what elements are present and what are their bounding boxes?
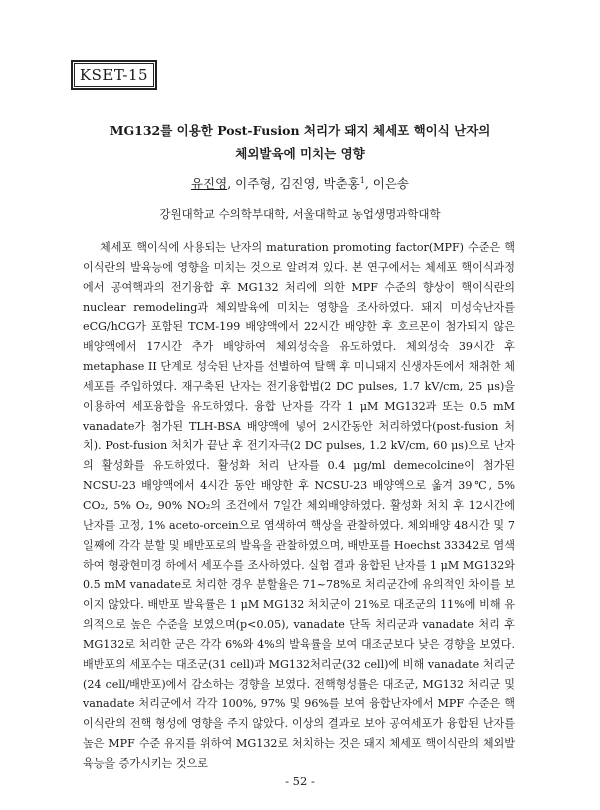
co-authors: , 이주형, 김진영, 박춘홍 bbox=[227, 176, 360, 191]
author-list bbox=[60, 174, 540, 192]
presenting-author: 유진영 bbox=[190, 176, 228, 191]
affiliation-mark: 1 bbox=[359, 175, 365, 185]
affiliation: 강원대학교 수의학부대학, 서울대학교 농업생명과학대학 bbox=[159, 207, 441, 221]
paper-title-line-1: MG132를 이용한 Post-Fusion 처리가 돼지 체세포 핵이식 난자의 bbox=[109, 123, 491, 138]
paper-title-line-2: 체외발육에 미치는 영향 bbox=[235, 146, 365, 161]
session-badge-label: KSET-15 bbox=[74, 63, 154, 87]
session-badge bbox=[71, 60, 157, 90]
paper-title bbox=[60, 119, 540, 165]
page-number: - 52 - bbox=[285, 774, 315, 788]
abstract-body: 체세포 핵이식에 사용되는 난자의 maturation promoting factor(MPF) 수준은 핵이식란의 발육능에 영향을 미치는 것으로 알려져 있다. 본 연구에서는 체세포 핵이식과정에서 공여핵과의 전기융합 후 MG132 처리에 의한 MPF 수준의 향상이 핵이식란의 nuclear remodeling과 체외발육에 미치는 영향을 조사하였다. 돼지 미성숙난자를 eCG/hCG가 포함된 TCM-199 배양액에서 22시간 배양한 후 호르몬이 첨가되지 않은 배양액에서 17시간 추가 배양하여 체외성숙을 유도하였다. 체외성숙 39시간 후 metaphase II 단계로 성숙된 난자를 선별하여 탈핵 후 미니돼지 신생자돈에서 채취한 체세포를 주입하였다. 재구축된 난자는 전기융합법(2 DC pulses, 1.7 kV/cm, 25 μs)을 이용하여 세포융합을 유도하였다. 융합 난자를 각각 1 μM MG132과 또는 0.5 mM vanadate가 첨가된 TLH-BSA 배양액에 넣어 2시간동안 처리하였다(post-fusion 처치). Post-fusion 처치가 끝난 후 전기자극(2 DC pulses, 1.2 kV/cm, 60 μs)으로 난자의 활성화를 유도하였다. 활성화 처리 난자를 0.4 μg/ml demecolcine이 첨가된 NCSU-23 배양액에서 4시간 동안 배양한 후 NCSU-23 배양액으로 옮겨 39℃, 5% CO₂, 5% O₂, 90% NO₂의 조건에서 7일간 체외배양하였다. 활성화 처치 후 12시간에 난자를 고정, 1% aceto-orcein으로 염색하여 핵상을 관찰하였다. 체외배양 48시간 및 7일째에 각각 분할 및 배반포로의 발육을 관찰하였으며, 배반포를 Hoechst 33342로 염색하여 형광현미경 하에서 세포수를 조사하였다. 실험 결과 융합된 난자를 1 μM MG132와 0.5 mM vanadate로 처리한 경우 분할율은 71~78%로 처리군간에 유의적인 차이를 보이지 않았다. 배반포 발육률은 1 μM MG132 처치군이 21%로 대조군의 11%에 비해 유의적으로 높은 수준을 보였으며(p<0.05), vanadate 단독 처리군과 vanadate 처리 후 MG132로 처리한 군은 각각 6%와 4%의 발육률을 보여 대조군보다 낮은 경향을 보였다. 배반포의 세포수는 대조군(31 cell)과 MG132처리군(32 cell)에 비해 vanadate 처리군(24 cell/배반포)에서 감소하는 경향을 보였다. 전핵형성률은 대조군, MG132 처리군 및 vanadate 처리군에서 각각 100%, 97% 및 96%를 보여 융합난자에서 MPF 수준은 핵이식란의 전핵 형성에 영향을 주지 않았다. 이상의 결과로 보아 공여세포가 융합된 난자를 높은 MPF 수준 유지를 위하여 MG132로 처치하는 것은 돼지 체세포 핵이식란의 체외발육능을 증가시키는 것으로 bbox=[83, 241, 515, 770]
last-author: , 이은송 bbox=[364, 176, 410, 191]
